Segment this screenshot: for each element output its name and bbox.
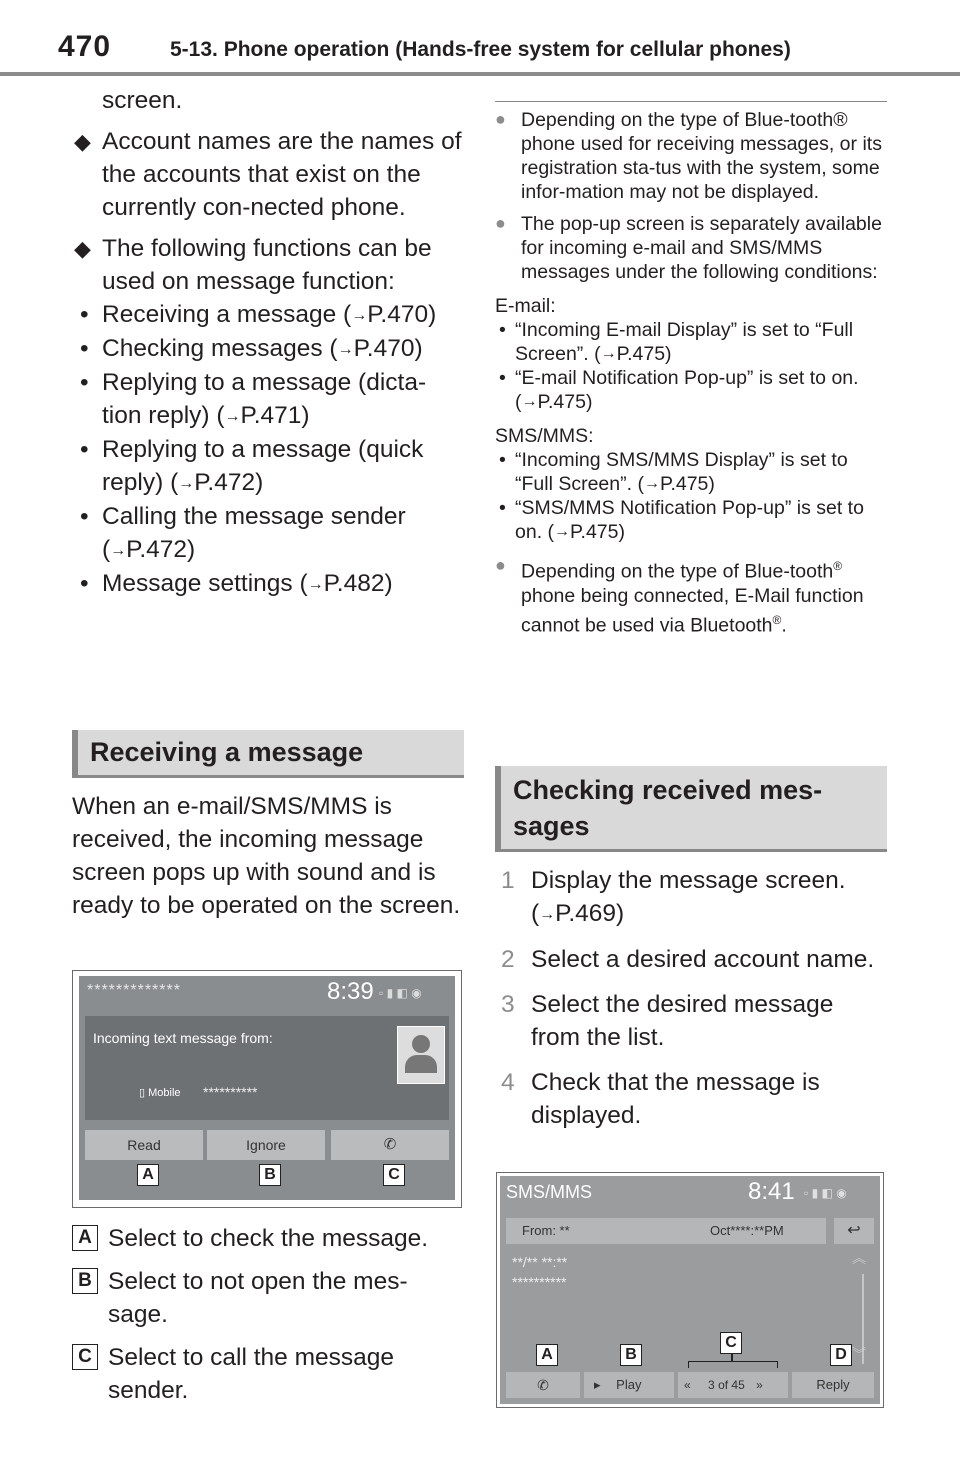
page-ref-link[interactable]: P.470): [367, 301, 437, 328]
contact-avatar: [397, 1026, 445, 1084]
pager: [678, 1372, 788, 1398]
circle-bullet-icon: ●: [495, 555, 506, 575]
diamond-bullet-icon: ◆: [74, 129, 91, 154]
prev-icon[interactable]: «: [684, 1378, 691, 1392]
reply-button[interactable]: Reply: [792, 1372, 874, 1398]
page-ref-link[interactable]: P.482): [323, 570, 393, 597]
note-item: ● Depending on the type of Blue-tooth® phone used for receiving messages, or its registration sta-tus with the system, some infor-mation may not be displayed.: [495, 109, 882, 203]
call-button[interactable]: [331, 1130, 449, 1160]
arrow-icon: →: [600, 345, 617, 362]
from-field: From: **: [522, 1223, 570, 1238]
callout-c: C: [383, 1164, 405, 1186]
arrow-icon: →: [178, 475, 195, 492]
legend-item-b: B Select to not open the mes-sage.: [72, 1265, 464, 1331]
arrow-icon: →: [643, 475, 660, 492]
list-item: • “E-mail Notification Pop-up” is set to on. (→P.475): [499, 367, 859, 413]
play-button[interactable]: ▸ Play: [584, 1372, 674, 1398]
arrow-icon: →: [224, 408, 241, 425]
ignore-button[interactable]: Ignore: [207, 1130, 325, 1160]
page-ref-link[interactable]: P.469): [555, 900, 625, 927]
list-item: • Checking messages (→P.470): [80, 335, 423, 362]
arrow-icon: →: [539, 906, 556, 923]
page-current: 3: [708, 1378, 715, 1392]
bullet-functions: ◆ The following functions can be used on message function:: [72, 232, 464, 298]
page-ref-link[interactable]: P.470): [353, 335, 423, 362]
list-item: • Calling the message sender (→P.472): [80, 503, 406, 563]
message-header-bar: [506, 1218, 826, 1244]
screen-title: SMS/MMS: [506, 1182, 593, 1202]
list-item: • Replying to a message (dicta-tion reply) (→P.471): [80, 369, 427, 429]
call-button[interactable]: [506, 1372, 580, 1398]
callout-bracket: [688, 1361, 778, 1368]
legend-item-c: C Select to call the message sender.: [72, 1341, 464, 1407]
legend-item-a: A Select to check the message.: [72, 1222, 464, 1255]
email-label: E-mail:: [495, 295, 556, 317]
callout-d: D: [830, 1344, 852, 1366]
clock: 8:41: [748, 1178, 795, 1205]
bullet-account-names: ◆ Account names are the names of the accounts that exist on the currently con-nected phone.: [72, 125, 464, 224]
list-item: • “SMS/MMS Notification Pop-up” is set to on. (→P.475): [499, 497, 864, 543]
list-item: • “Incoming E-mail Display” is set to “Full Screen”. (→P.475): [499, 319, 854, 365]
steps-list: [495, 852, 887, 1132]
function-list: [72, 298, 464, 601]
note-item: ● The pop-up screen is separately available for incoming e-mail and SMS/MMS messages under the following conditions:: [495, 213, 882, 283]
list-item: • Receiving a message (→P.470): [80, 301, 437, 328]
section-title: 5-13. Phone operation (Hands-free system for cellular phones): [170, 38, 791, 61]
right-column: [495, 100, 887, 637]
step-2: 2 Select a desired account name.: [501, 946, 875, 973]
sms-label: SMS/MMS:: [495, 425, 594, 447]
arrow-icon: →: [307, 576, 324, 593]
next-icon[interactable]: »: [756, 1378, 763, 1392]
message-date-line: **/** **:**: [512, 1254, 568, 1270]
incoming-message-screenshot: [72, 970, 462, 1208]
screen: ************* 8:39 ▫ ▮ ◧ ◉ Incoming text message from: ▯ Mobile ********** Read Ignore ✆ A B C: [79, 976, 455, 1200]
arrow-icon: →: [337, 341, 354, 358]
receiving-intro: When an e-mail/SMS/MMS is received, the incoming message screen pops up with sound and is ready to be operated on the screen.: [72, 793, 461, 919]
heading-receiving-message: Receiving a message: [72, 730, 464, 778]
callout-a: A: [536, 1344, 558, 1366]
message-body: **********: [512, 1274, 567, 1290]
heading-checking-messages: Checking received mes-sages: [495, 766, 887, 852]
phone-icon: ✆: [383, 1136, 397, 1153]
arrow-icon: →: [554, 523, 571, 540]
scroll-down-icon[interactable]: ︾: [852, 1346, 866, 1362]
play-icon: ▸: [594, 1377, 601, 1392]
page-number: 470: [58, 30, 112, 63]
circle-bullet-icon: ●: [495, 213, 506, 233]
diamond-bullet-icon: ◆: [74, 236, 91, 261]
arrow-icon: →: [110, 542, 127, 559]
screen: [500, 1176, 880, 1404]
circle-bullet-icon: ●: [495, 109, 506, 129]
phone-icon: ▯: [139, 1087, 149, 1099]
arrow-icon: →: [351, 307, 368, 324]
clock: 8:39: [327, 978, 374, 1005]
list-item: • Message settings (→P.482): [80, 570, 393, 597]
message-popup: Incoming text message from: ▯ Mobile **********: [85, 1016, 449, 1120]
callout-legend: [72, 1222, 464, 1407]
popup-prompt: Incoming text message from:: [93, 1030, 273, 1046]
status-icons: ▫ ▮ ◧ ◉: [379, 986, 422, 1000]
read-button[interactable]: Read: [85, 1130, 203, 1160]
page-total: of 45: [718, 1378, 745, 1392]
page-ref-link[interactable]: P.475): [616, 343, 672, 365]
callout-b: B: [620, 1344, 642, 1366]
continued-text: screen.: [102, 87, 183, 114]
page-ref-link[interactable]: P.475): [659, 473, 715, 495]
page-ref-link[interactable]: P.475): [570, 521, 625, 543]
page-ref-link[interactable]: P.472): [194, 469, 264, 496]
callout-a: A: [137, 1164, 159, 1186]
step-1: 1 Display the message screen. (→P.469): [501, 867, 846, 927]
header-rule: [0, 72, 960, 76]
arrow-icon: →: [521, 393, 538, 410]
sms-message-screenshot: [496, 1172, 884, 1408]
callout-b: B: [259, 1164, 281, 1186]
page-ref-link[interactable]: P.475): [537, 391, 593, 413]
callout-c: C: [720, 1332, 742, 1354]
mobile-label: ▯ Mobile: [139, 1087, 181, 1099]
page-ref-link[interactable]: P.472): [126, 536, 196, 563]
note-item: ● Depending on the type of Blue-tooth® phone being connected, E-Mail function cannot be used via Bluetooth®.: [495, 555, 864, 636]
step-4: 4 Check that the message is displayed.: [501, 1069, 820, 1129]
list-item: • Replying to a message (quick reply) (→P.472): [80, 436, 424, 496]
page-ref-link[interactable]: P.471): [240, 402, 310, 429]
back-icon: ↩: [847, 1222, 861, 1239]
scroll-up-icon[interactable]: ︽: [852, 1250, 866, 1266]
back-button[interactable]: [834, 1218, 874, 1244]
left-column: [72, 84, 464, 601]
list-item: • “Incoming SMS/MMS Display” is set to “Full Screen”. (→P.475): [499, 449, 848, 495]
status-icons: ▫ ▮ ◧ ◉: [804, 1186, 847, 1200]
phone-icon: ✆: [537, 1377, 549, 1393]
step-3: 3 Select the desired message from the list.: [501, 991, 834, 1051]
date-field: Oct****:**PM: [710, 1223, 784, 1238]
